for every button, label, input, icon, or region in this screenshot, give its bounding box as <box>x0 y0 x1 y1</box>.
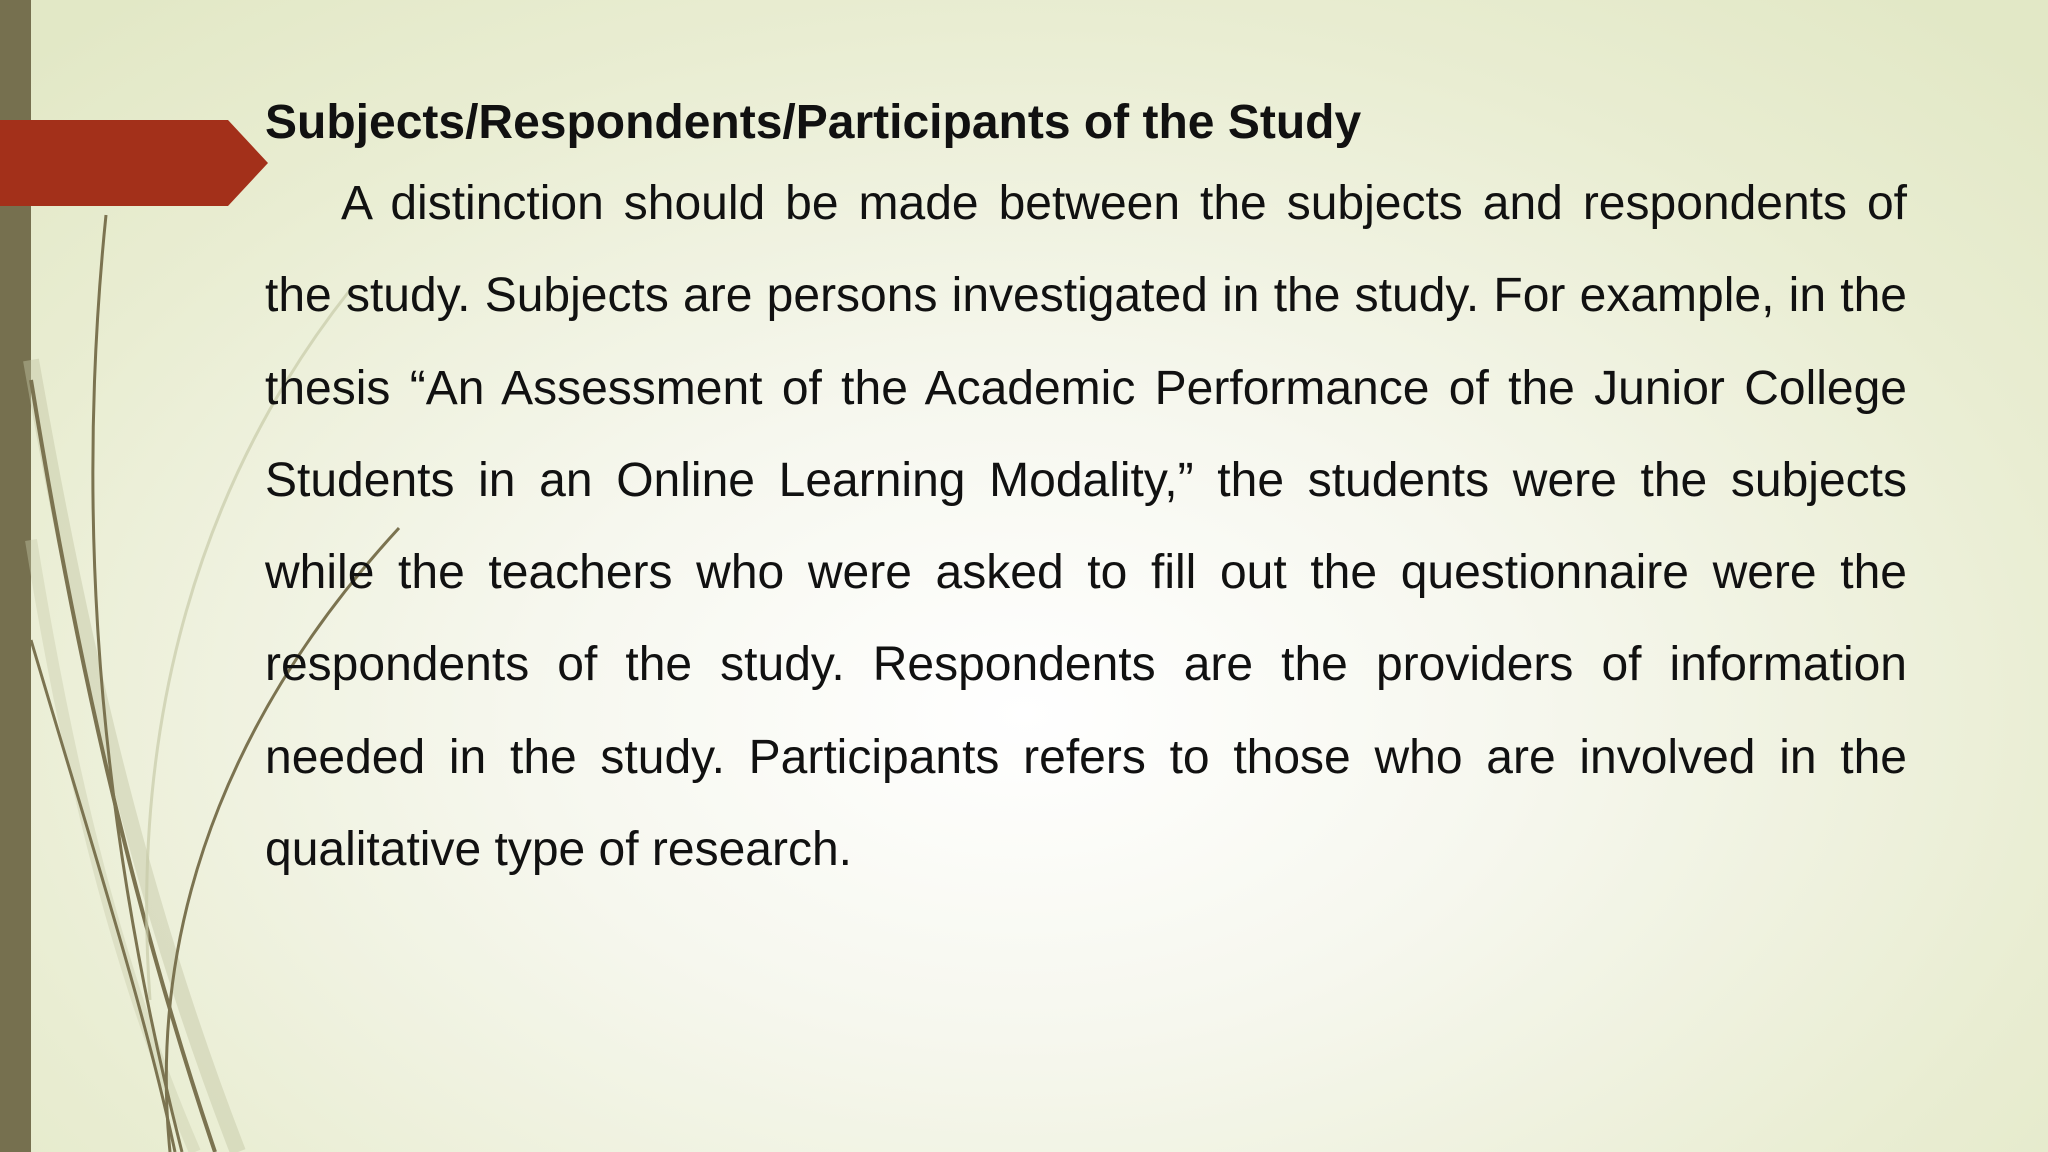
slide-paragraph: A distinction should be made between the subjects and respondents of the study. Subjects are persons investigated in the study. For example, in the thesis “An Assessment of the Academic Performance of the Junior College Students in an Online Learning Modality,” the students were the subjects while the teachers who were asked to fill out the questionnaire were the respondents of the study. Respondents are the providers of information needed in the study. Participants refers to those who are involved in the qualitative type of research. <box>265 177 1907 877</box>
slide-content <box>265 88 1907 896</box>
red-arrow-tab <box>0 120 268 206</box>
slide-title: Subjects/Respondents/Participants of the Study <box>265 96 1362 149</box>
